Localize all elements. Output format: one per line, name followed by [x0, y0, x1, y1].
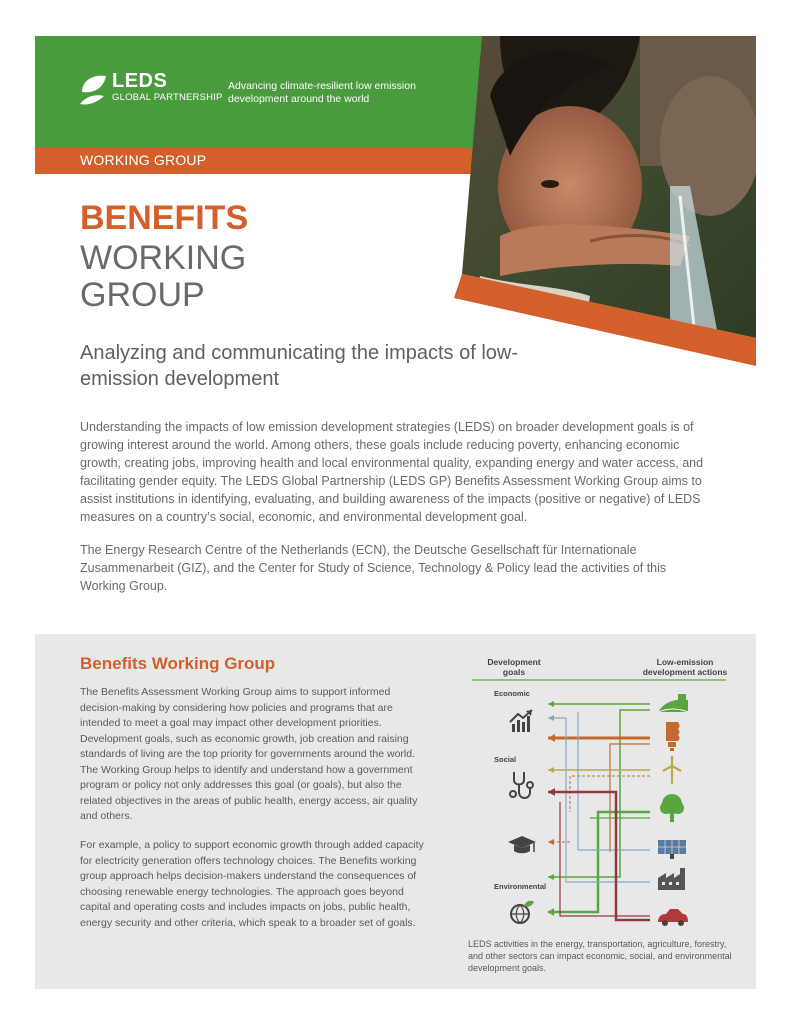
- factory-icon: [658, 868, 685, 890]
- globe-plant-icon: [511, 901, 534, 923]
- panel-title: Benefits Working Group: [80, 654, 276, 673]
- arrowheads: [548, 701, 555, 916]
- solar-panel-icon: [658, 840, 686, 859]
- category-economic: Economic: [494, 689, 530, 698]
- car-icon: [658, 909, 688, 926]
- logo-name: LEDS: [112, 70, 168, 92]
- goals-actions-diagram: [470, 652, 740, 937]
- leaf-logo-icon: [78, 72, 108, 108]
- right-header: Low-emission: [656, 657, 714, 667]
- lead-organizations-paragraph: The Energy Research Centre of the Netherlands (ECN), the Deutsche Gesellschaft für Internationale Zusammenarbeit (GIZ), and the Center for Study of Science, Technology & Policy lead the activities of this Working Group.: [80, 543, 667, 593]
- connection-lines: [548, 704, 650, 920]
- panel-paragraph: The Benefits Assessment Working Group aims to support informed decision-making by considering how policies and programs that are intended to meet a goal may impact other development priorities. Development goals, such as economic growth, job creation and raising standards of living are the top priority for governments around the world. The Working Group helps to identify and understand how a government program or policy not only addresses this goal (or goals), but also the related objectives in the areas of public health, energy access, air quality and others.: [80, 686, 418, 822]
- page-subtitle: Analyzing and communicating the impacts of low-emission development: [80, 342, 518, 390]
- tree-icon: [660, 794, 684, 822]
- page-title-line: GROUP: [80, 276, 205, 314]
- girl-drinking-water-photo: [440, 36, 756, 366]
- intro-paragraph: Understanding the impacts of low emission development strategies (LEDS) on broader development goals is of growing interest around the world. Among others, these goals include reducing poverty, enhancing economic growth, creating jobs, improving health and local environmental quality, expanding energy and water access, and facilitating gender equity. The LEDS Global Partnership (LEDS GP) Benefits Assessment Working Group aims to assist institutions in identifying, evaluating, and building awareness of the impacts (positive or negative) of LEDS measures on a country’s social, economic, and environmental development goal.: [80, 420, 704, 524]
- farm-icon: [658, 694, 688, 712]
- panel-paragraph: For example, a policy to support economic growth through added capacity for electricity generation offers technology choices. The Benefits working group approach helps decision-makers understand the consequences of choosing renewable energy technologies. The approach goes beyond capital and operating costs and includes impacts on jobs, public health, energy security and other criteria, which speak to a broader set of goals.: [80, 839, 424, 929]
- section-label-bar: [35, 148, 480, 174]
- left-header: Development: [487, 657, 541, 667]
- diagram-caption: LEDS activities in the energy, transportation, agriculture, forestry, and other sectors can impact economic, social, and environmental development goals.: [468, 939, 732, 973]
- growth-chart-icon: [510, 710, 532, 732]
- lightbulb-icon: [666, 722, 680, 751]
- graduation-cap-icon: [508, 836, 536, 853]
- page-title-emphasis: BENEFITS: [80, 199, 249, 237]
- stethoscope-icon: [510, 772, 533, 798]
- logo-subtitle: GLOBAL PARTNERSHIP: [112, 92, 223, 103]
- page-title: [80, 240, 246, 314]
- page-title-line: WORKING: [80, 239, 247, 277]
- right-header: development actions: [642, 667, 728, 677]
- wind-turbine-icon: [663, 756, 681, 784]
- left-header: goals: [502, 667, 526, 677]
- tagline: Advancing climate-resilient low emission development around the world: [228, 80, 416, 105]
- category-social: Social: [494, 755, 517, 764]
- leds-logo: [78, 70, 223, 108]
- category-environmental: Environmental: [494, 882, 547, 891]
- section-label: WORKING GROUP: [80, 152, 207, 168]
